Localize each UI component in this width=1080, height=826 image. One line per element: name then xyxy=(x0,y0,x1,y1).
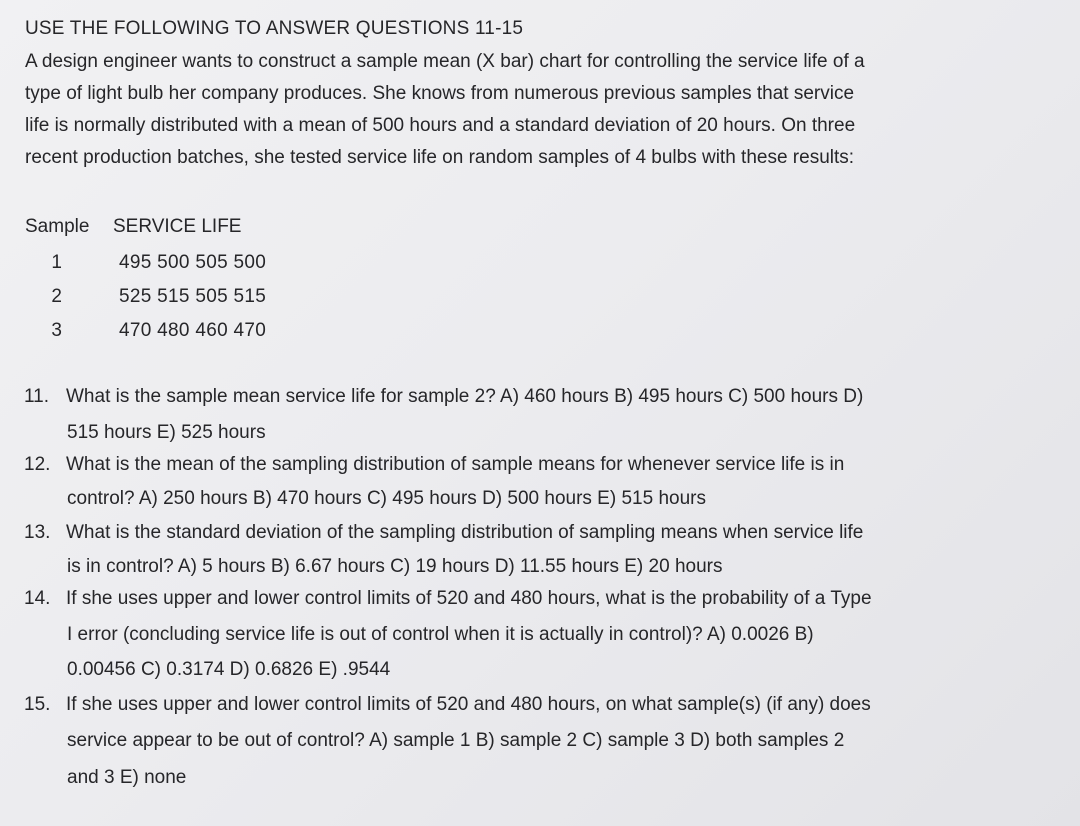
question-text-continued: is in control? A) 5 hours B) 6.67 hours C) 19 hours D) 11.55 hours E) 20 hours xyxy=(67,556,723,577)
question-text: If she uses upper and lower control limits of 520 and 480 hours, what is the probability of a Type xyxy=(66,588,872,609)
sample-number: 1 xyxy=(51,252,62,273)
sample-values: 525 515 505 515 xyxy=(119,286,267,307)
question-text-continued: control? A) 250 hours B) 470 hours C) 495 hours D) 500 hours E) 515 hours xyxy=(67,488,706,509)
sample-values: 470 480 460 470 xyxy=(119,320,267,341)
intro-line: life is normally distributed with a mean of 500 hours and a standard deviation of 20 hours. On three xyxy=(25,115,856,136)
question-text: What is the sample mean service life for sample 2? A) 460 hours B) 495 hours C) 500 hours D) xyxy=(66,386,864,407)
sample-column-header: Sample xyxy=(25,216,90,237)
question-number: 13. xyxy=(24,522,51,543)
question-text-continued: service appear to be out of control? A) sample 1 B) sample 2 C) sample 3 D) both samples 2 xyxy=(67,730,845,751)
problem-description xyxy=(25,46,1015,174)
question-15 xyxy=(24,694,871,716)
question-14 xyxy=(24,588,872,610)
question-13 xyxy=(24,522,863,544)
sample-number: 2 xyxy=(51,286,62,307)
intro-line: type of light bulb her company produces. She knows from numerous previous samples that service xyxy=(25,83,855,104)
question-number: 12. xyxy=(24,454,51,475)
sample-values: 495 500 505 500 xyxy=(119,252,267,273)
question-text: What is the mean of the sampling distribution of sample means for whenever service life is in xyxy=(66,454,845,475)
question-12 xyxy=(24,454,844,476)
question-11 xyxy=(24,386,863,408)
question-text-continued: 0.00456 C) 0.3174 D) 0.6826 E) .9544 xyxy=(67,659,391,680)
question-number: 11. xyxy=(24,386,50,407)
sample-number: 3 xyxy=(51,320,62,341)
instructions-heading: USE THE FOLLOWING TO ANSWER QUESTIONS 11-15 xyxy=(25,18,524,39)
question-text-continued: I error (concluding service life is out of control when it is actually in control)? A) 0.0026 B) xyxy=(67,624,814,645)
intro-line: A design engineer wants to construct a sample mean (X bar) chart for controlling the service life of a xyxy=(25,51,865,72)
service-life-column-header: SERVICE LIFE xyxy=(113,216,242,237)
question-number: 14. xyxy=(24,588,51,609)
intro-line: recent production batches, she tested service life on random samples of 4 bulbs with these results: xyxy=(25,147,855,168)
question-text: If she uses upper and lower control limits of 520 and 480 hours, on what sample(s) (if any) does xyxy=(66,694,871,715)
question-text-continued: 515 hours E) 525 hours xyxy=(67,422,266,443)
question-text: What is the standard deviation of the sampling distribution of sampling means when service life xyxy=(66,522,864,543)
question-number: 15. xyxy=(24,694,51,715)
question-text-continued: and 3 E) none xyxy=(67,767,187,788)
